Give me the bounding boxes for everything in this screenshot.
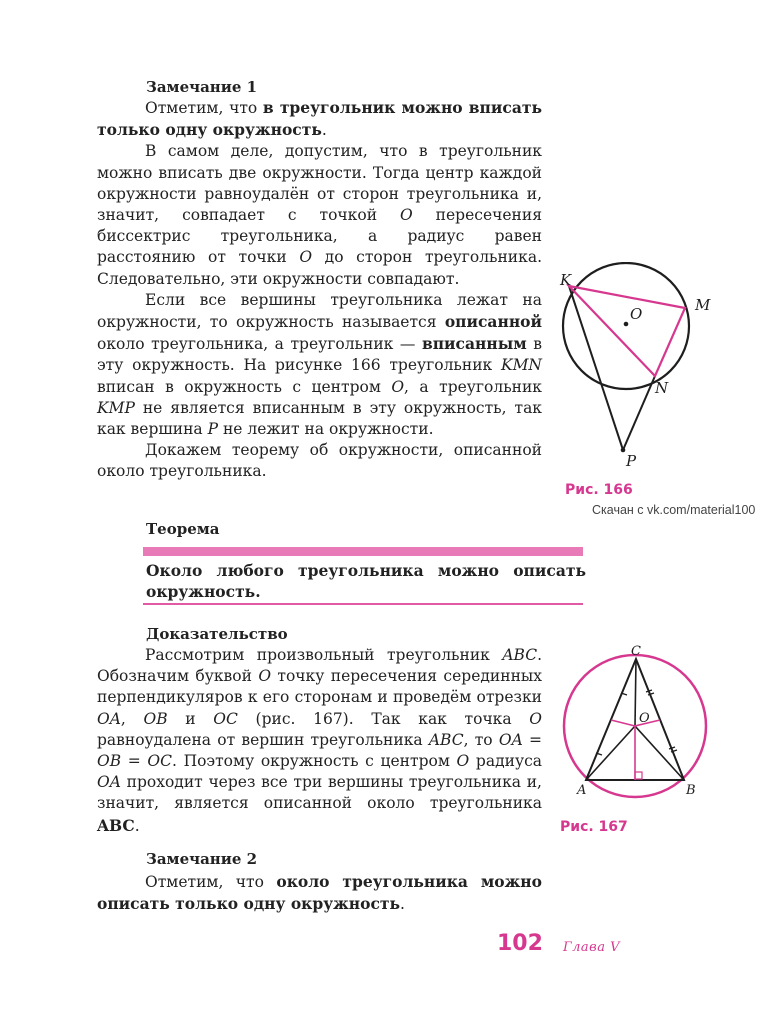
- figure-166: [548, 262, 748, 472]
- fig166-label-N: N: [655, 379, 669, 397]
- theorem-statement: Около любого треугольника можно описать окружность.: [146, 561, 586, 601]
- fig167-tick: [646, 690, 652, 692]
- fig167-right-angle-AB: [635, 772, 642, 779]
- watermark: Скачан с vk.com/material100: [592, 503, 756, 517]
- remark1-heading: Замечание 1: [146, 78, 258, 96]
- proof-paragraph: Рассмотрим произвольный треугольник ABC. Обозначим буквой O точку пересечения серединных перпендикуляров к его сторонам и проведём отрезки OA, OB и OC (рис. 167). Так как точка O равноудалена от вершин треугольника ABC, то OA = OB = OC. Поэтому окружность с центром O радиуса OA проходит через все три вершины треугольника и, значит, является описанной около треугольника ABC.: [97, 646, 543, 835]
- remark1-paragraph-3: Если все вершины треугольника лежат на окружности, то окружность называется описанной около треугольника, а треугольник — вписанным в эту окружность. На рисунке 166 треугольник KMN вписан в окружность с центром O, а треугольник KMP не является вписанным в эту окружность, так как вершина P не лежит на окружности.: [97, 290, 543, 439]
- theorem-bottom-line: [143, 603, 583, 605]
- figure-167: [560, 640, 740, 805]
- fig166-triangle-KMN: [569, 286, 685, 376]
- fig166-side-KP: [569, 286, 623, 450]
- fig166-label-O: O: [630, 305, 643, 323]
- fig167-segment-OC: [635, 659, 636, 726]
- fig166-point-P: [621, 448, 626, 453]
- remark1-paragraph-1: Отметим, что в треугольник можно вписать только одну окружность.: [97, 98, 542, 140]
- fig167-label-C: C: [631, 644, 641, 659]
- proof-body: [97, 645, 542, 837]
- remark2-heading: Замечание 2: [146, 850, 258, 868]
- fig167-label-A: A: [577, 783, 587, 798]
- fig166-center-point: [624, 322, 629, 327]
- proof-heading: Доказательство: [146, 625, 288, 643]
- fig166-label-M: M: [695, 296, 711, 314]
- page-number: 102: [497, 931, 543, 956]
- remark2-body: [97, 871, 542, 915]
- remark1-body: [97, 97, 542, 483]
- fig167-segment-OA: [586, 726, 635, 780]
- fig166-caption: Рис. 166: [565, 482, 633, 498]
- remark1-paragraph-2: В самом деле, допустим, что в треугольник можно вписать две окружности. Тогда центр каждой окружности равноудалён от сторон треугольника и, значит, совпадает с точкой O пересечения биссектрис треугольника, а радиус равен расстоянию от точки O до сторон треугольника. Следовательно, эти окружности совпадают.: [97, 142, 542, 288]
- fig166-label-K: K: [560, 271, 572, 289]
- fig166-label-P: P: [626, 452, 637, 470]
- theorem-heading: Теорема: [146, 520, 220, 538]
- fig167-label-B: B: [686, 783, 696, 798]
- remark1-paragraph-4: Докажем теорему об окружности, описанной около треугольника.: [97, 441, 542, 481]
- fig167-caption: Рис. 167: [560, 819, 628, 835]
- remark2-paragraph: Отметим, что около треугольника можно описать только одну окружность.: [97, 872, 542, 914]
- fig167-tick: [669, 747, 675, 749]
- fig167-label-O: O: [639, 711, 650, 726]
- theorem-top-bar: [143, 547, 583, 556]
- fig167-perp-AC: [611, 720, 635, 726]
- chapter-label: Глава V: [563, 940, 620, 955]
